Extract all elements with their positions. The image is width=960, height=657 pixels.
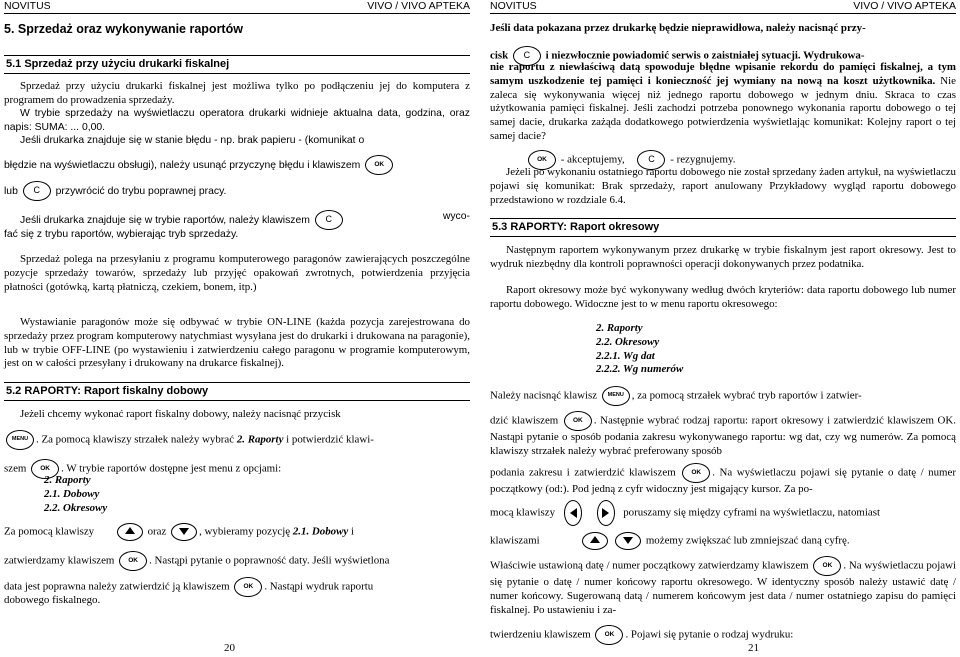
arrow-left-key-icon xyxy=(564,500,582,526)
report-step-1: Jeżeli chcemy wykonać raport fiskalny dobowy, należy nacisnąć przycisk xyxy=(20,408,341,420)
periodic-step-5 xyxy=(490,532,956,550)
right-page-number: 21 xyxy=(748,642,759,654)
list-item: 2.2.2. Wg numerów xyxy=(596,363,684,376)
chapter-title: 5. Sprzedaż oraz wykonywanie raportów xyxy=(4,22,243,36)
warning-normal-text: Nie zaleca się wykonywania więcej niż jednego raportu dobowego w jednym dniu. Skraca to czas użytkowania pamięci fiskalnej. Jeśli zachodzi potrzeba ponownego wykonania raportu dobowego o tej samej dacie, drukarka zażąda dodatkowego potwierdzenia wyświetlając komunikat: Kolejny raport o tej samej dacie? xyxy=(490,74,956,142)
paragraph-reports-exit-cont: fać się z trybu raportów, wybierając tryb sprzedaży. xyxy=(4,229,239,240)
right-header-model: VIVO / VIVO APTEKA xyxy=(853,0,956,12)
paragraph-error-c xyxy=(4,181,470,201)
warning-line-1: Jeśli data pokazana przez drukarkę będzie nieprawidłowa, należy nacisnąć przy- xyxy=(490,22,866,34)
ok-key-icon: OK xyxy=(564,411,592,431)
report-step-6-print: . Nastąpi wydruk raportu xyxy=(264,580,374,593)
ok-key-icon: OK xyxy=(31,459,59,479)
arrow-up-key-icon xyxy=(117,523,143,541)
paragraph-error-b xyxy=(4,155,470,175)
periodic-step-3-pre: podania zakresu i zatwierdzić klawiszem xyxy=(490,466,676,479)
report-options-list xyxy=(4,474,470,515)
periodic-step-2-pre: dzić klawiszem xyxy=(490,414,559,427)
error-b-text: błędzie na wyświetlaczu obsługi), należy usunąć przyczynę błędu i klawiszem xyxy=(4,159,361,171)
list-item: 2.2.1. Wg dat xyxy=(596,349,655,362)
ok-key-icon: OK xyxy=(595,625,623,645)
c-key-icon: C xyxy=(513,46,541,66)
reports-exit-hyphen: wyco- xyxy=(442,211,470,222)
ok-key-icon: OK xyxy=(234,577,262,597)
warning-line-2-text: i niezwłocznie powiadomić serwis o zaistniałej sytuacji. Wydrukowa- xyxy=(545,49,865,62)
warning-line-2-pre: cisk xyxy=(490,49,509,62)
report-step-2-confirm: i potwierdzić klawi- xyxy=(286,433,374,446)
report-step-2 xyxy=(4,430,470,450)
section-5-2-heading: 5.2 RAPORTY: Raport fiskalny dobowy xyxy=(4,382,470,401)
confirm-cancel: - rezygnujemy. xyxy=(670,153,736,166)
periodic-step-7 xyxy=(490,625,956,645)
report-step-5 xyxy=(4,551,470,571)
paragraph-error-a: Jeśli drukarka znajduje się w stanie błędu - np. brak papieru - (komunikat o xyxy=(20,135,365,146)
periodic-step-6-pre: Właściwie ustawioną datę / numer początkowy zatwierdzamy klawiszem xyxy=(490,559,809,572)
periodic-intro: Następnym raportem wykonywanym przez drukarkę w trybie fiskalnym jest raport okresowy. Jest to wydruk niezbędny dla kontroli poprawności operacji dokonywanych przez podatnika. xyxy=(490,244,956,270)
no-sales-paragraph: Jeżeli po wykonaniu ostatniego raportu dobowego nie został sprzedany żaden artykuł, na wyświetlaczu pojawi się komunikat: Brak sprzedaży, raport anulowany Przykładowy wygląd raportu dobowego przedstawiono w rozdziale 6.4. xyxy=(490,166,956,206)
ok-key-icon: OK xyxy=(682,463,710,483)
menu-key-icon: MENU xyxy=(602,386,630,406)
c-key-icon: C xyxy=(315,210,343,230)
report-step-2-option: 2. Raporty xyxy=(236,433,284,446)
arrow-down-key-icon xyxy=(615,532,641,550)
error-c-post: przywrócić do trybu poprawnej pracy. xyxy=(55,185,227,197)
periodic-step-4-pre: mocą klawiszy xyxy=(490,506,556,519)
right-running-header xyxy=(490,0,956,14)
paragraph-online-offline: Wystawianie paragonów może się odbywać w trybie ON-LINE (każda pozycja zarejestrowana do sprzedaży przez program komputerowy natychmiast wysyłana jest do drukarki i drukowana na paragonie), lub w trybie OFF-LINE (po wystawieniu i zatwierdzeniu całego paragonu w programie komputerowym, jest on w całości przesyłany i drukowany na drukarce fiskalnej). xyxy=(4,316,470,370)
periodic-step-3 xyxy=(490,463,956,497)
list-item: 2.2. Okresowy xyxy=(596,335,660,348)
report-step-4-option: 2.1. Dobowy xyxy=(292,525,349,538)
report-step-7: dobowego fiskalnego. xyxy=(4,594,101,606)
report-step-4-select: , wybieramy pozycję xyxy=(199,525,291,538)
list-item: 2.1. Dobowy xyxy=(44,487,100,500)
periodic-step-1 xyxy=(490,386,956,406)
left-running-header xyxy=(4,0,470,14)
paragraph-sales-process: Sprzedaż polega na przesyłaniu z programu komputerowego paragonów zawierających poszczególne pozycje sprzedaży towarów, sprzedaży lub przyjęć opakowań zwrotnych, potwierdzenia przyjęcia płatności (gotówką, kartą płatniczą, czekiem, bonem, itp.) xyxy=(4,253,470,293)
periodic-step-4 xyxy=(490,504,956,522)
arrow-right-key-icon xyxy=(597,500,615,526)
left-page xyxy=(4,0,470,657)
paragraph-reports-exit xyxy=(4,210,470,230)
warning-paragraph xyxy=(490,61,956,144)
left-header-model: VIVO / VIVO APTEKA xyxy=(367,0,470,12)
report-step-3-pre: szem xyxy=(4,462,27,475)
periodic-step-1-cont: , za pomocą strzałek wybrać tryb raportów i zatwier- xyxy=(631,389,862,402)
arrow-up-key-icon xyxy=(582,532,608,550)
report-step-3-text: . W trybie raportów dostępne jest menu z opcjami: xyxy=(61,462,282,475)
left-header-brand: NOVITUS xyxy=(4,0,51,12)
paragraph-sales-mode: W trybie sprzedaży na wyświetlaczu operatora drukarki widnieje aktualna data, godzina, oraz napis: SUMA: ... 0,00. xyxy=(4,108,470,133)
periodic-criteria: Raport okresowy może być wykonywany według dwóch kryteriów: data raportu dobowego lub numer raportu dobowego. Widoczne jest to w menu raportu okresowego: xyxy=(490,284,956,310)
warning-bold-text: nie raportu z niewłaściwą datą spowoduje błędne wpisanie rekordu do pamięci fiskalnej, a tym samym uszkodzenie tej pamięci i konieczność jej wymiany na nową na koszt użytkownika. xyxy=(490,61,956,87)
periodic-step-7-text: . Pojawi się pytanie o rodzaj wydruku: xyxy=(625,628,794,641)
right-page xyxy=(490,0,956,657)
report-step-4-and2: i xyxy=(350,525,354,538)
arrow-down-key-icon xyxy=(171,523,197,541)
report-step-4-and: oraz xyxy=(147,525,167,538)
c-key-icon: C xyxy=(637,150,665,170)
report-step-2-text: . Za pomocą klawiszy strzałek należy wybrać xyxy=(36,433,235,446)
list-item: 2.2. Okresowy xyxy=(44,501,108,514)
periodic-step-5-text: możemy zwiększać lub zmniejszać daną cyfrę. xyxy=(645,534,850,547)
periodic-step-6-text: . Na wyświetlaczu pojawi się pytanie o datę / numer końcowy raportu okresowego. W identyczny sposób należy ustawić datę / numer końcowy. Sugerowaną datą / numerem końcowym jest data / numer ostatniego zapisu do pamięci fiskalnej. Po ustawieniu i za- xyxy=(490,559,956,616)
periodic-menu-list xyxy=(490,322,956,377)
left-page-number: 20 xyxy=(224,642,235,654)
section-5-1-heading: 5.1 Sprzedaż przy użyciu drukarki fiskalnej xyxy=(4,55,470,74)
periodic-step-4-text: poruszamy się między cyframi na wyświetlaczu, natomiast xyxy=(623,506,880,519)
report-step-4-text: Za pomocą klawiszy xyxy=(4,525,95,538)
confirm-accept: - akceptujemy, xyxy=(560,153,625,166)
error-c-pre: lub xyxy=(4,185,18,197)
reports-exit-text: Jeśli drukarka znajduje się w trybie raportów, należy klawiszem xyxy=(20,214,310,226)
list-item: 2. Raporty xyxy=(596,322,643,334)
list-item: 2. Raporty xyxy=(44,474,91,486)
periodic-step-5-pre: klawiszami xyxy=(490,534,540,547)
periodic-step-2-text: . Następnie wybrać rodzaj raportu: raport okresowy i zatwierdzić klawiszem OK. Nastąpi pytanie o sposób podania zakresu wykonywanego raportu: wg dat, czy wg numerów. Za pomocą klawiszy strzałek należy wybrać preferowany sposób xyxy=(490,414,956,457)
ok-key-icon: OK xyxy=(365,155,393,175)
periodic-step-3-text: . Na wyświetlaczu pojawi się pytanie o datę / numer początkowy (od:). Pod jedną z cyfr widoczny jest migający kursor. Za po- xyxy=(490,466,956,495)
right-header-brand: NOVITUS xyxy=(490,0,537,12)
report-step-5-text: zatwierdzamy klawiszem xyxy=(4,554,115,567)
periodic-step-1-text: Należy nacisnąć klawisz xyxy=(490,389,598,402)
periodic-step-7-pre: twierdzeniu klawiszem xyxy=(490,628,591,641)
ok-key-icon: OK xyxy=(813,556,841,576)
menu-key-icon: MENU xyxy=(6,430,34,450)
report-step-5-date: . Nastąpi pytanie o poprawność daty. Jeśli wyświetlona xyxy=(149,554,390,567)
section-5-3-heading: 5.3 RAPORTY: Raport okresowy xyxy=(490,218,956,237)
ok-key-icon: OK xyxy=(528,150,556,170)
periodic-step-2 xyxy=(490,411,956,459)
report-step-4 xyxy=(4,523,470,541)
periodic-step-6 xyxy=(490,556,956,617)
c-key-icon: C xyxy=(23,181,51,201)
paragraph-intro: Sprzedaż przy użyciu drukarki fiskalnej jest możliwa tylko po podłączeniu jej do komputera z programem do prowadzenia sprzedaży. xyxy=(4,80,470,106)
report-step-6-text: data jest poprawna należy zatwierdzić ją klawiszem xyxy=(4,580,230,593)
ok-key-icon: OK xyxy=(119,551,147,571)
